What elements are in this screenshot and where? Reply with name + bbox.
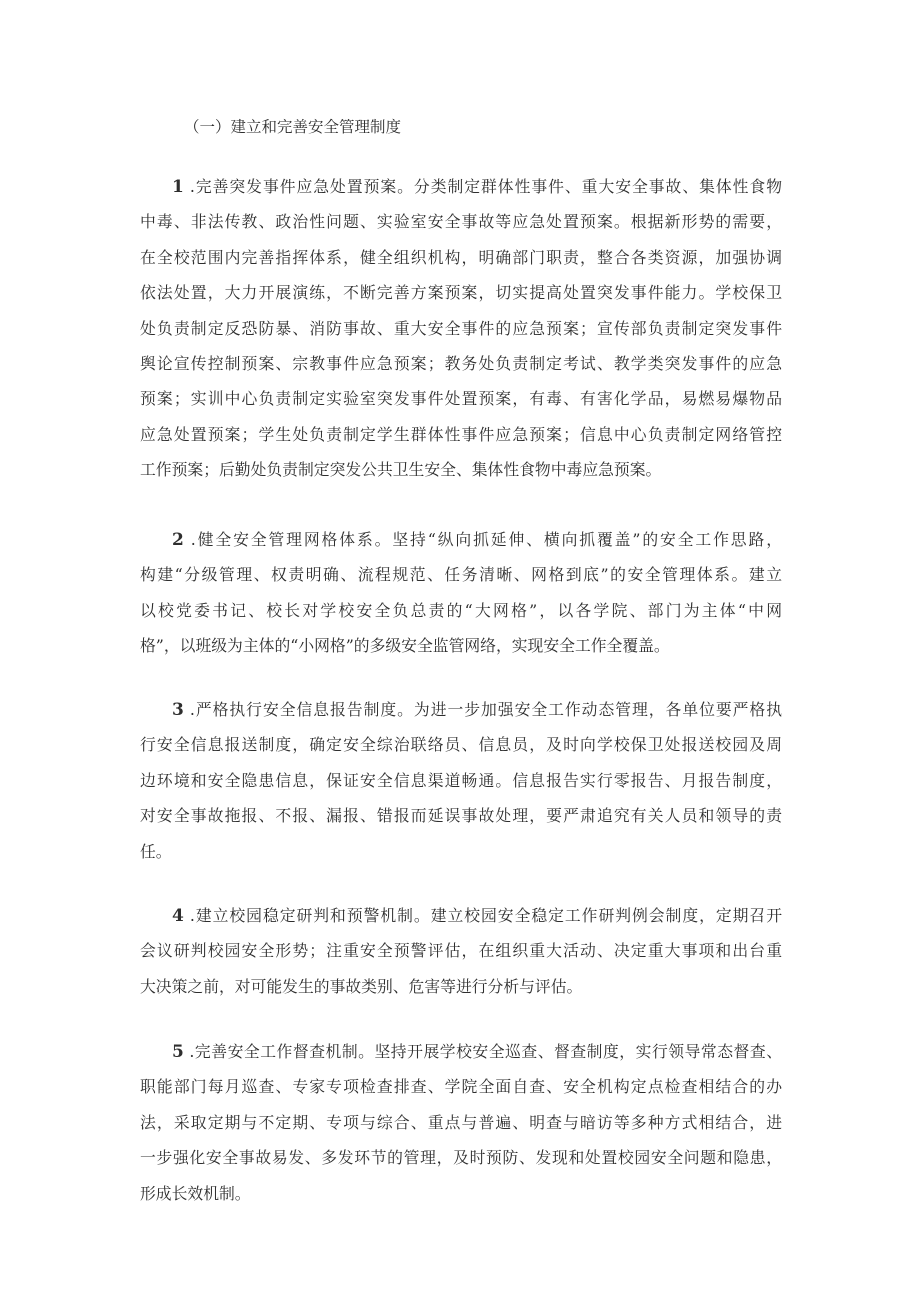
paragraph-3 [140,692,782,869]
paragraph-line [140,692,782,727]
paragraph-line [140,898,782,933]
paragraph-line: 依法处置，大力开展演练，不断完善方案预案，切实提高处置突发事件能力。学校保卫 [140,283,782,303]
paragraph-line: 以校党委书记、校长对学校安全负总责的“大网格”，以各学院、部门为主体“中网 [140,600,782,620]
paragraph-line: 舆论宣传控制预案、宗教事件应急预案；教务处负责制定考试、教学类突发事件的应急 [140,353,782,373]
paragraph-line: 处负责制定反恐防暴、消防事故、重大安全事件的应急预案；宣传部负责制定突发事件 [140,318,782,338]
paragraph-line: 法，采取定期与不定期、专项与综合、重点与普遍、明查与暗访等多种方式相结合，进 [140,1112,782,1132]
paragraph-number: 5 [172,1042,184,1062]
paragraph-1 [140,169,782,488]
paragraph-line: 对安全事故拖报、不报、漏报、错报而延误事故处理，要严肃追究有关人员和领导的责 [140,806,782,826]
paragraph-line: 工作预案；后勤处负责制定突发公共卫生安全、集体性食物中毒应急预案。 [140,460,662,480]
paragraph-5 [140,1034,782,1211]
paragraph-line: 行安全信息报送制度，确定安全综治联络员、信息员，及时向学校保卫处报送校园及周 [140,735,782,755]
paragraph-line: 预案；实训中心负责制定实验室突发事件处置预案，有毒、有害化学品，易燃易爆物品 [140,389,782,409]
paragraph-line-text: .健全安全管理网格体系。坚持“纵向抓延伸、横向抓覆盖”的安全工作思路， [183,530,782,549]
paragraph-line-text: .严格执行安全信息报告制度。为进一步加强安全工作动态管理，各单位要严格执 [183,700,782,719]
paragraph-line: 会议研判校园安全形势；注重安全预警评估，在组织重大活动、决定重大事项和出台重 [140,941,782,961]
paragraph-number: 4 [172,906,184,926]
paragraph-line [140,1034,782,1069]
paragraph-line-text: .建立校园稳定研判和预警机制。建立校园安全稳定工作研判例会制度，定期召开 [183,906,782,925]
section-heading: （一）建立和完善安全管理制度 [184,118,402,136]
paragraph-line-text: .完善突发事件应急处置预案。分类制定群体性事件、重大安全事故、集体性食物 [183,177,782,196]
paragraph-line [140,522,782,557]
paragraph-line: 任。 [140,841,172,861]
paragraph-line: 在全校范围内完善指挥体系，健全组织机构，明确部门职责，整合各类资源，加强协调 [140,247,782,267]
paragraph-line: 格”，以班级为主体的“小网格”的多级安全监管网络，实现安全工作全覆盖。 [140,636,670,656]
paragraph-line: 一步强化安全事故易发、多发环节的管理，及时预防、发现和处置校园安全问题和隐患， [140,1148,782,1168]
paragraph-line: 应急处置预案；学生处负责制定学生群体性事件应急预案；信息中心负责制定网络管控 [140,424,782,444]
paragraph-number: 3 [172,700,184,720]
paragraph-line: 大决策之前，对可能发生的事故类别、危害等进行分析与评估。 [140,976,583,996]
paragraph-line-text: .完善安全工作督查机制。坚持开展学校安全巡查、督查制度，实行领导常态督查、 [183,1042,782,1061]
paragraph-number: 2 [172,530,184,550]
paragraph-line: 边环境和安全隐患信息，保证安全信息渠道畅通。信息报告实行零报告、月报告制度， [140,770,782,790]
paragraph-line: 形成长效机制。 [140,1183,251,1203]
paragraph-2 [140,522,782,664]
paragraph-number: 1 [172,177,184,197]
paragraph-line: 职能部门每月巡查、专家专项检查排查、学院全面自查、安全机构定点检查相结合的办 [140,1077,782,1097]
paragraph-4 [140,898,782,1004]
paragraph-line: 构建“分级管理、权责明确、流程规范、任务清晰、网格到底”的安全管理体系。建立 [140,565,782,585]
paragraph-line: 中毒、非法传教、政治性问题、实验室安全事故等应急处置预案。根据新形势的需要， [140,212,782,232]
paragraph-line [140,169,782,204]
